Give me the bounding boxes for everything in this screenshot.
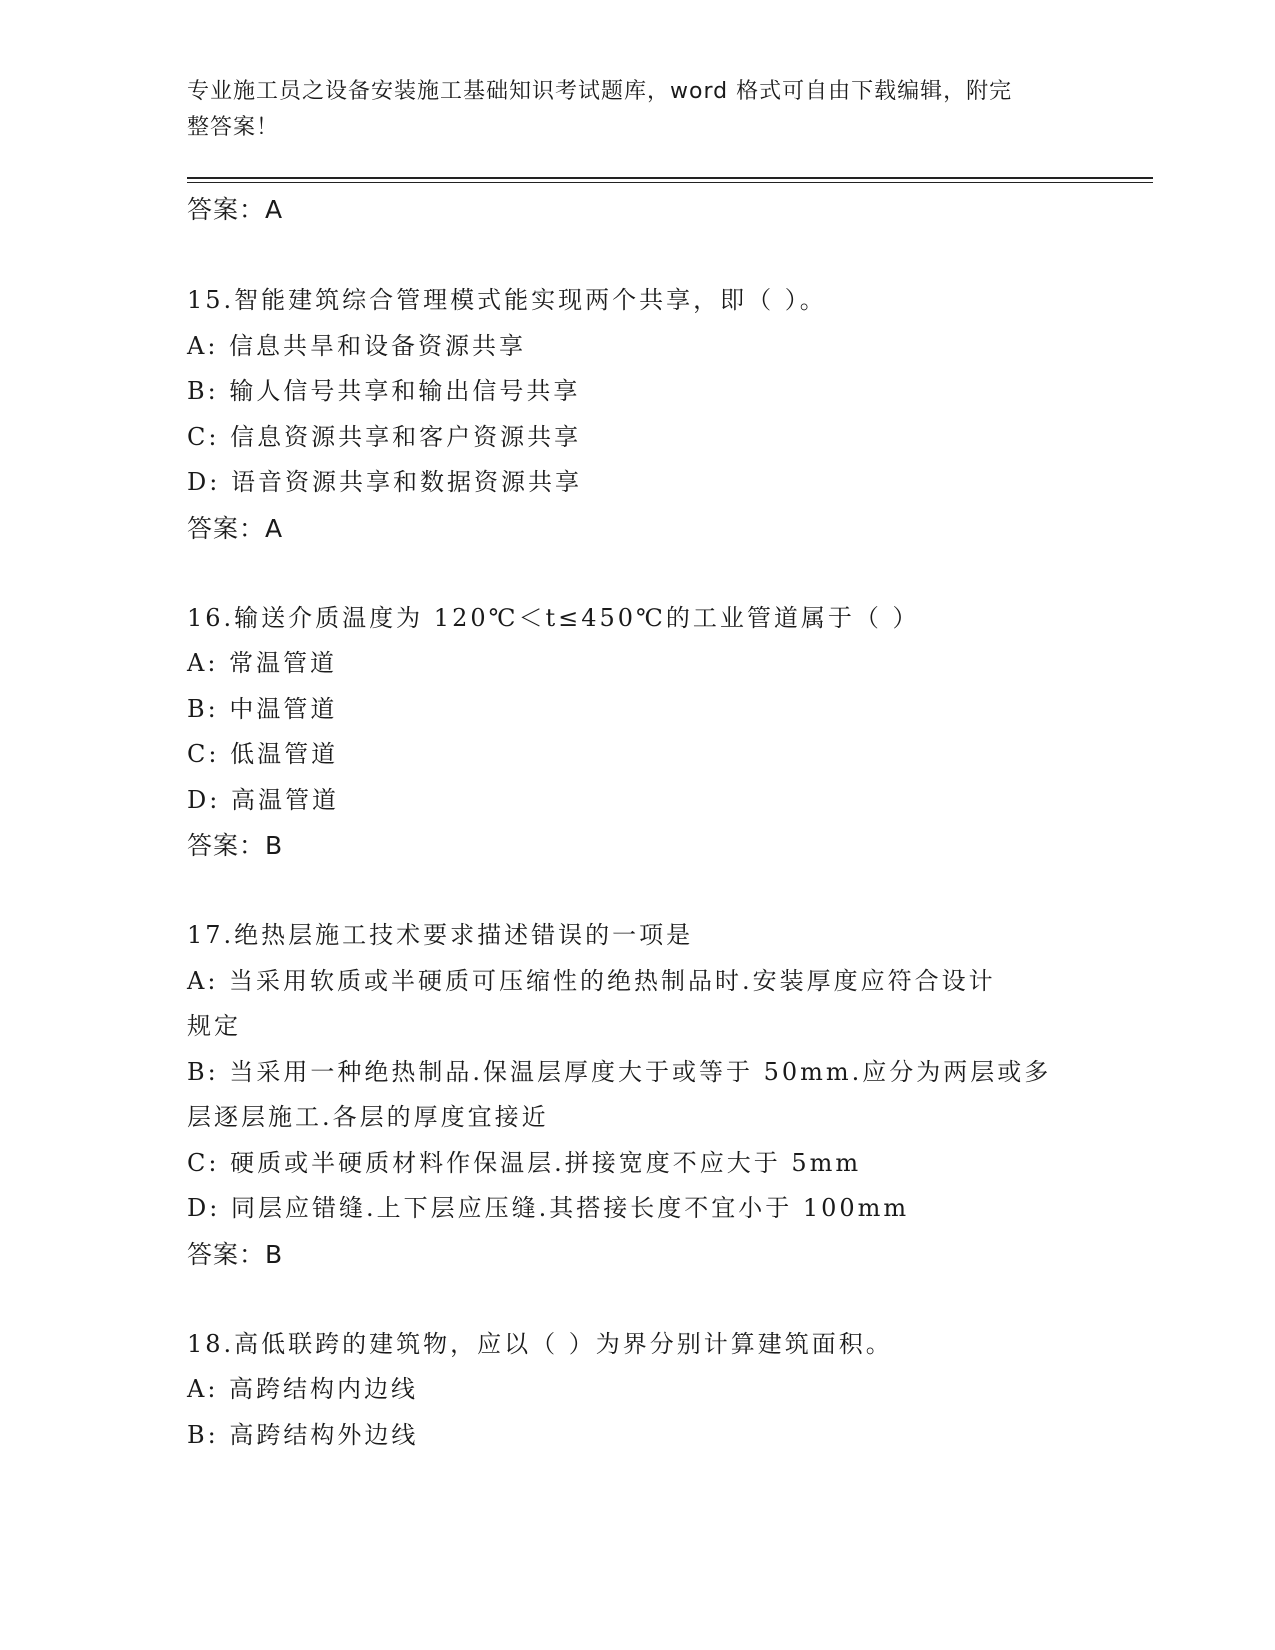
option-a: A: 当采用软质或半硬质可压缩性的绝热制品时.安装厚度应符合设计 (187, 966, 996, 995)
option-d: D: 高温管道 (187, 785, 339, 814)
question-17 (187, 913, 1087, 1278)
option-b: B: 输人信号共享和输出信号共享 (187, 377, 581, 405)
option-c: C: 低温管道 (187, 740, 339, 768)
answer: 答案：B (187, 1239, 284, 1269)
option-b: B: 中温管道 (187, 694, 338, 723)
question-18 (187, 1322, 1087, 1459)
document-header (187, 74, 1067, 146)
option-b: B: 当采用一种绝热制品.保温层厚度大于或等于 50mm.应分为两层或多 (187, 1057, 1052, 1086)
answer: 答案：B (187, 831, 284, 860)
option-b-continued: 层逐层施工.各层的厚度宜接近 (187, 1103, 549, 1131)
option-d: D: 同层应错缝.上下层应压缝.其搭接长度不宜小于 100mm (187, 1194, 910, 1222)
header-line-2: 整答案！ (187, 115, 280, 140)
option-c: C: 信息资源共享和客户资源共享 (187, 422, 582, 451)
question-title: 15.智能建筑综合管理模式能实现两个共享，即（ ）。 (187, 286, 827, 314)
option-a: A: 信息共旱和设备资源共享 (187, 331, 527, 360)
question-15 (187, 278, 1087, 552)
question-16 (187, 596, 1087, 870)
option-b: B: 高跨结构外边线 (187, 1420, 419, 1449)
option-a: A: 常温管道 (187, 649, 338, 677)
header-divider-thick (187, 177, 1153, 179)
question-title: 17.绝热层施工技术要求描述错误的一项是 (187, 921, 694, 949)
question-title: 16.输送介质温度为 120℃＜t≤450℃的工业管道属于（ ） (187, 603, 920, 632)
question-list (187, 187, 1087, 1458)
option-c: C: 硬质或半硬质材料作保温层.拼接宽度不应大于 5mm (187, 1148, 862, 1177)
option-a: A: 高跨结构内边线 (187, 1375, 419, 1403)
previous-answer: 答案：A (187, 195, 284, 224)
header-divider-thin (187, 182, 1153, 183)
option-d: D: 语音资源共享和数据资源共享 (187, 468, 582, 496)
header-line-1: 专业施工员之设备安装施工基础知识考试题库，word 格式可自由下载编辑，附完 (187, 79, 1013, 104)
question-title: 18.高低联跨的建筑物，应以（ ）为界分别计算建筑面积。 (187, 1329, 893, 1358)
option-a-continued: 规定 (187, 1012, 241, 1040)
answer: 答案：A (187, 513, 284, 543)
